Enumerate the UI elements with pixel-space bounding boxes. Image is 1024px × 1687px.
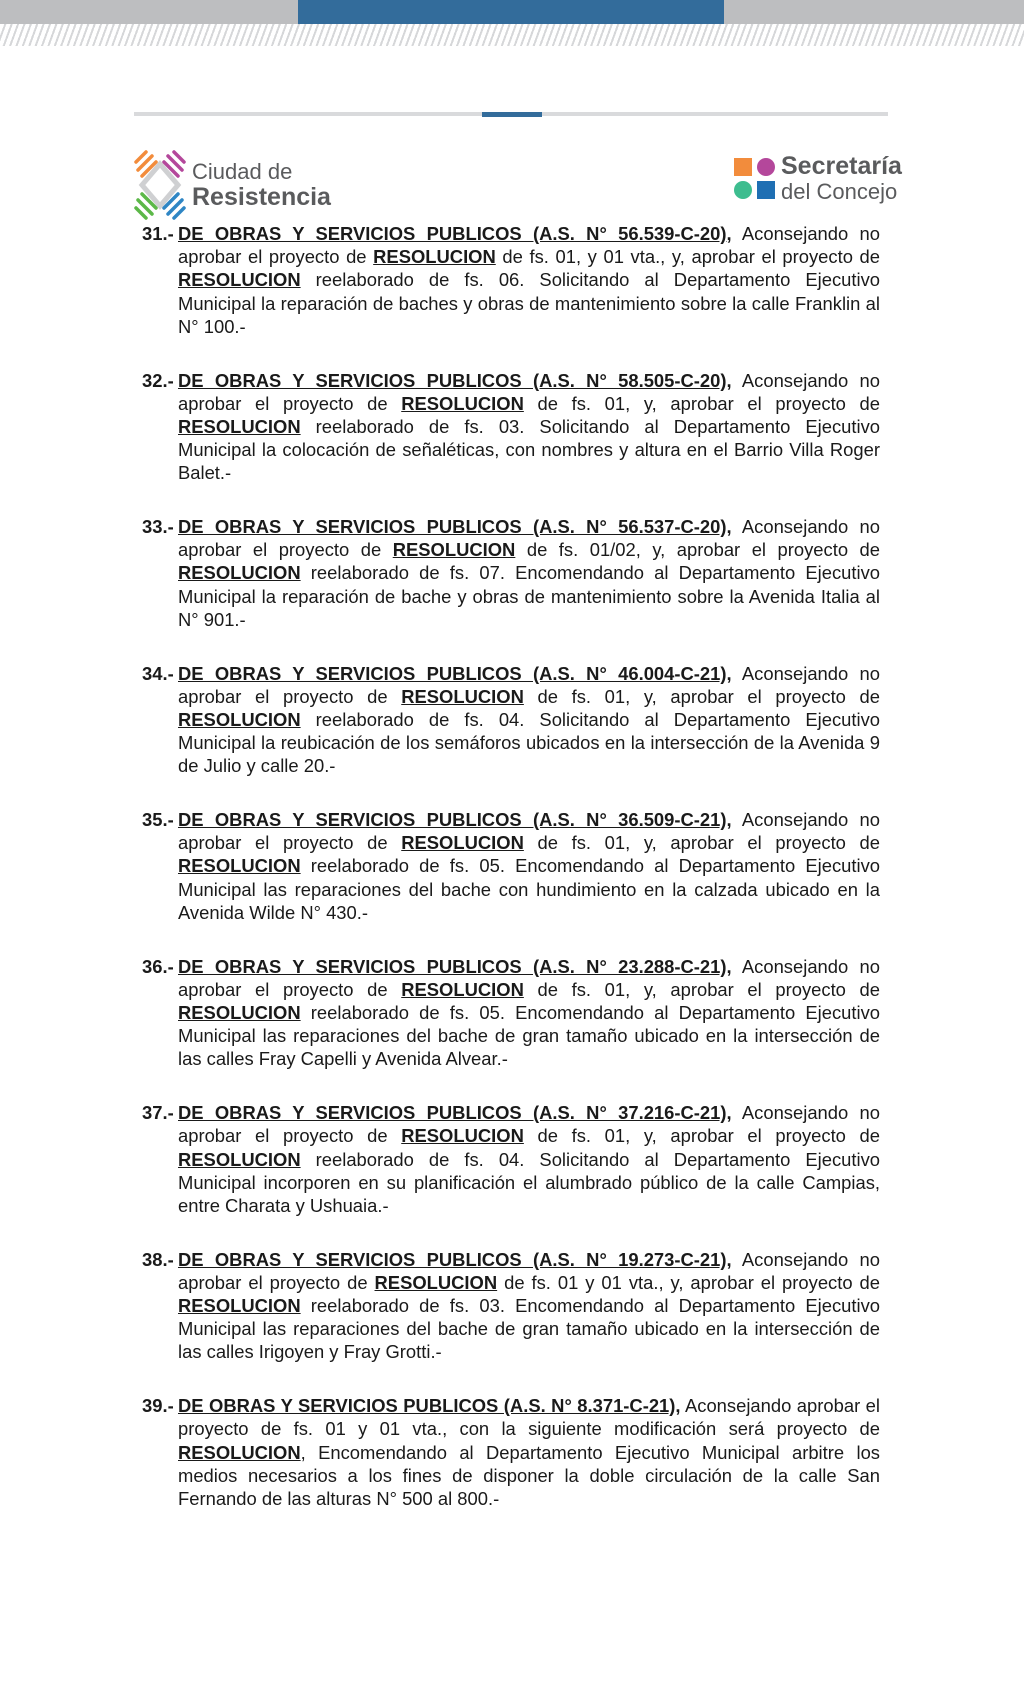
item-text: reelaborado de fs. 04. Solicitando al Departamento Ejecutivo Municipal la reubicación de los semáforos ubicados en la intersección de la Avenida 9 de Julio y calle 20.- bbox=[178, 708, 880, 777]
dispatch-item bbox=[142, 369, 880, 485]
item-number: 35.- bbox=[142, 809, 174, 831]
resolucion-keyword: RESOLUCION bbox=[374, 1271, 498, 1293]
item-text: de fs. 01, y, aprobar el proyecto de bbox=[523, 685, 880, 707]
dispatch-item bbox=[142, 955, 880, 1071]
logo-line-1: Secretaría bbox=[781, 152, 902, 180]
item-text: Aconsejando no aprobar el proyecto de bbox=[178, 662, 880, 707]
item-heading: DE OBRAS Y SERVICIOS PUBLICOS (A.S. N° 46.004-C-21), bbox=[178, 662, 732, 684]
item-text: reelaborado de fs. 05. Encomendando al Departamento Ejecutivo Municipal las reparaciones del bache de gran tamaño ubicado en la intersección de las calles Fray Capelli y Avenida Alvear.- bbox=[178, 1001, 880, 1070]
item-text: reelaborado de fs. 06. Solicitando al Departamento Ejecutivo Municipal la reparación de baches y obras de mantenimiento sobre la calle Franklin al N° 100.- bbox=[178, 269, 880, 337]
dispatch-item bbox=[142, 222, 880, 338]
item-text: de fs. 01, y, aprobar el proyecto de bbox=[523, 832, 880, 854]
item-text: Aconsejando no aprobar el proyecto de bbox=[178, 223, 880, 268]
resolucion-keyword: RESOLUCION bbox=[401, 1125, 524, 1147]
item-heading: DE OBRAS Y SERVICIOS PUBLICOS (A.S. N° 37.216-C-21), bbox=[178, 1102, 732, 1124]
item-heading: DE OBRAS Y SERVICIOS PUBLICOS (A.S. N° 19.273-C-21), bbox=[178, 1248, 732, 1270]
item-number: 34.- bbox=[142, 662, 174, 684]
secretaria-del-concejo-logo bbox=[734, 154, 902, 203]
item-text: de fs. 01, y 01 vta., y, aprobar el proyecto de bbox=[495, 246, 880, 268]
item-heading: DE OBRAS Y SERVICIOS PUBLICOS (A.S. N° 36.509-C-21), bbox=[178, 809, 732, 831]
resolucion-keyword: RESOLUCION bbox=[178, 1441, 301, 1463]
resolucion-keyword: RESOLUCION bbox=[178, 415, 301, 437]
item-number: 36.- bbox=[142, 955, 174, 977]
dispatch-item bbox=[142, 1394, 880, 1510]
resolucion-keyword: RESOLUCION bbox=[392, 539, 516, 561]
item-heading: DE OBRAS Y SERVICIOS PUBLICOS (A.S. N° 8.371-C-21), bbox=[178, 1395, 681, 1417]
resolucion-keyword: RESOLUCION bbox=[401, 685, 524, 707]
item-text: reelaborado de fs. 05. Encomendando al Departamento Ejecutivo Municipal las reparaciones del bache con hundimiento en la calzada ubicado en la Avenida Wilde N° 430.- bbox=[178, 855, 880, 923]
item-text: reelaborado de fs. 04. Solicitando al Departamento Ejecutivo Municipal incorporen en su planificación el alumbrado público de la calle Campias, entre Charata y Ushuaia.- bbox=[178, 1148, 880, 1216]
header-hatch-pattern bbox=[0, 24, 1024, 46]
dispatch-item bbox=[142, 808, 880, 924]
item-number: 39.- bbox=[142, 1395, 174, 1417]
dispatch-list bbox=[142, 222, 880, 1541]
resolucion-keyword: RESOLUCION bbox=[178, 1148, 301, 1170]
item-text: Aconsejando no aprobar el proyecto de bbox=[178, 1248, 880, 1293]
item-heading: DE OBRAS Y SERVICIOS PUBLICOS (A.S. N° 23.288-C-21), bbox=[178, 955, 732, 977]
item-text: Aconsejando no aprobar el proyecto de bbox=[178, 955, 880, 1000]
item-heading: DE OBRAS Y SERVICIOS PUBLICOS (A.S. N° 56.537-C-20), bbox=[178, 516, 732, 538]
item-text: de fs. 01, y, aprobar el proyecto de bbox=[523, 978, 880, 1000]
item-text: reelaborado de fs. 07. Encomendando al Departamento Ejecutivo Municipal la reparación de bache y obras de mantenimiento sobre la Avenida Italia al N° 901.- bbox=[178, 562, 880, 630]
secretaria-del-concejo-logo-icon bbox=[734, 158, 775, 199]
resolucion-keyword: RESOLUCION bbox=[401, 832, 524, 854]
item-text: Aconsejando no aprobar el proyecto de bbox=[178, 516, 880, 561]
resolucion-keyword: RESOLUCION bbox=[178, 269, 301, 291]
item-text: de fs. 01, y, aprobar el proyecto de bbox=[523, 1125, 880, 1147]
item-text: Aconsejando no aprobar el proyecto de bbox=[178, 809, 880, 854]
item-text: de fs. 01/02, y, aprobar el proyecto de bbox=[515, 539, 881, 561]
logo-line-1: Ciudad de bbox=[192, 158, 293, 184]
resolucion-keyword: RESOLUCION bbox=[178, 855, 301, 877]
item-number: 31.- bbox=[142, 223, 174, 244]
dispatch-item bbox=[142, 1101, 880, 1217]
item-text: reelaborado de fs. 03. Encomendando al Departamento Ejecutivo Municipal las reparaciones del bache de gran tamaño ubicado en la intersección de las calles Irigoyen y Fray Grotti.- bbox=[178, 1295, 880, 1363]
item-text: Aconsejando aprobar el proyecto de fs. 01 y 01 vta., con la siguiente modificación será proyecto de bbox=[178, 1395, 880, 1440]
resolucion-keyword: RESOLUCION bbox=[401, 392, 524, 414]
logo-line-2: Resistencia bbox=[192, 182, 331, 211]
item-text: Aconsejando no aprobar el proyecto de bbox=[178, 1102, 880, 1147]
item-text: de fs. 01, y, aprobar el proyecto de bbox=[523, 392, 880, 414]
item-text: reelaborado de fs. 03. Solicitando al Departamento Ejecutivo Municipal la colocación de señaléticas, con nombres y altura en el Barrio Villa Roger Balet.- bbox=[178, 415, 880, 484]
logo-line-2: del Concejo bbox=[781, 179, 898, 204]
item-text: de fs. 01 y 01 vta., y, aprobar el proyecto de bbox=[497, 1271, 880, 1293]
resolucion-keyword: RESOLUCION bbox=[373, 246, 496, 268]
resolucion-keyword: RESOLUCION bbox=[178, 1001, 301, 1023]
item-number: 38.- bbox=[142, 1248, 174, 1270]
dispatch-item bbox=[142, 662, 880, 778]
ciudad-de-resistencia-logo-icon bbox=[132, 150, 188, 220]
ciudad-de-resistencia-logo bbox=[132, 150, 331, 220]
header-divider-accent bbox=[482, 112, 542, 117]
item-number: 33.- bbox=[142, 516, 174, 538]
item-text: Aconsejando no aprobar el proyecto de bbox=[178, 369, 880, 414]
item-heading: DE OBRAS Y SERVICIOS PUBLICOS (A.S. N° 58.505-C-20), bbox=[178, 369, 732, 391]
resolucion-keyword: RESOLUCION bbox=[401, 978, 524, 1000]
item-heading: DE OBRAS Y SERVICIOS PUBLICOS (A.S. N° 56.539-C-20), bbox=[178, 223, 732, 244]
item-number: 37.- bbox=[142, 1102, 174, 1124]
resolucion-keyword: RESOLUCION bbox=[178, 562, 301, 584]
resolucion-keyword: RESOLUCION bbox=[178, 708, 301, 730]
resolucion-keyword: RESOLUCION bbox=[178, 1295, 301, 1317]
dispatch-item bbox=[142, 1248, 880, 1364]
header-band-accent bbox=[298, 0, 724, 24]
dispatch-item bbox=[142, 515, 880, 631]
item-number: 32.- bbox=[142, 369, 174, 391]
item-text: , Encomendando al Departamento Ejecutivo Municipal arbitre los medios necesarios a los fines de disponer la doble circulación de la calle San Fernando de las alturas N° 500 al 800.- bbox=[178, 1441, 880, 1509]
